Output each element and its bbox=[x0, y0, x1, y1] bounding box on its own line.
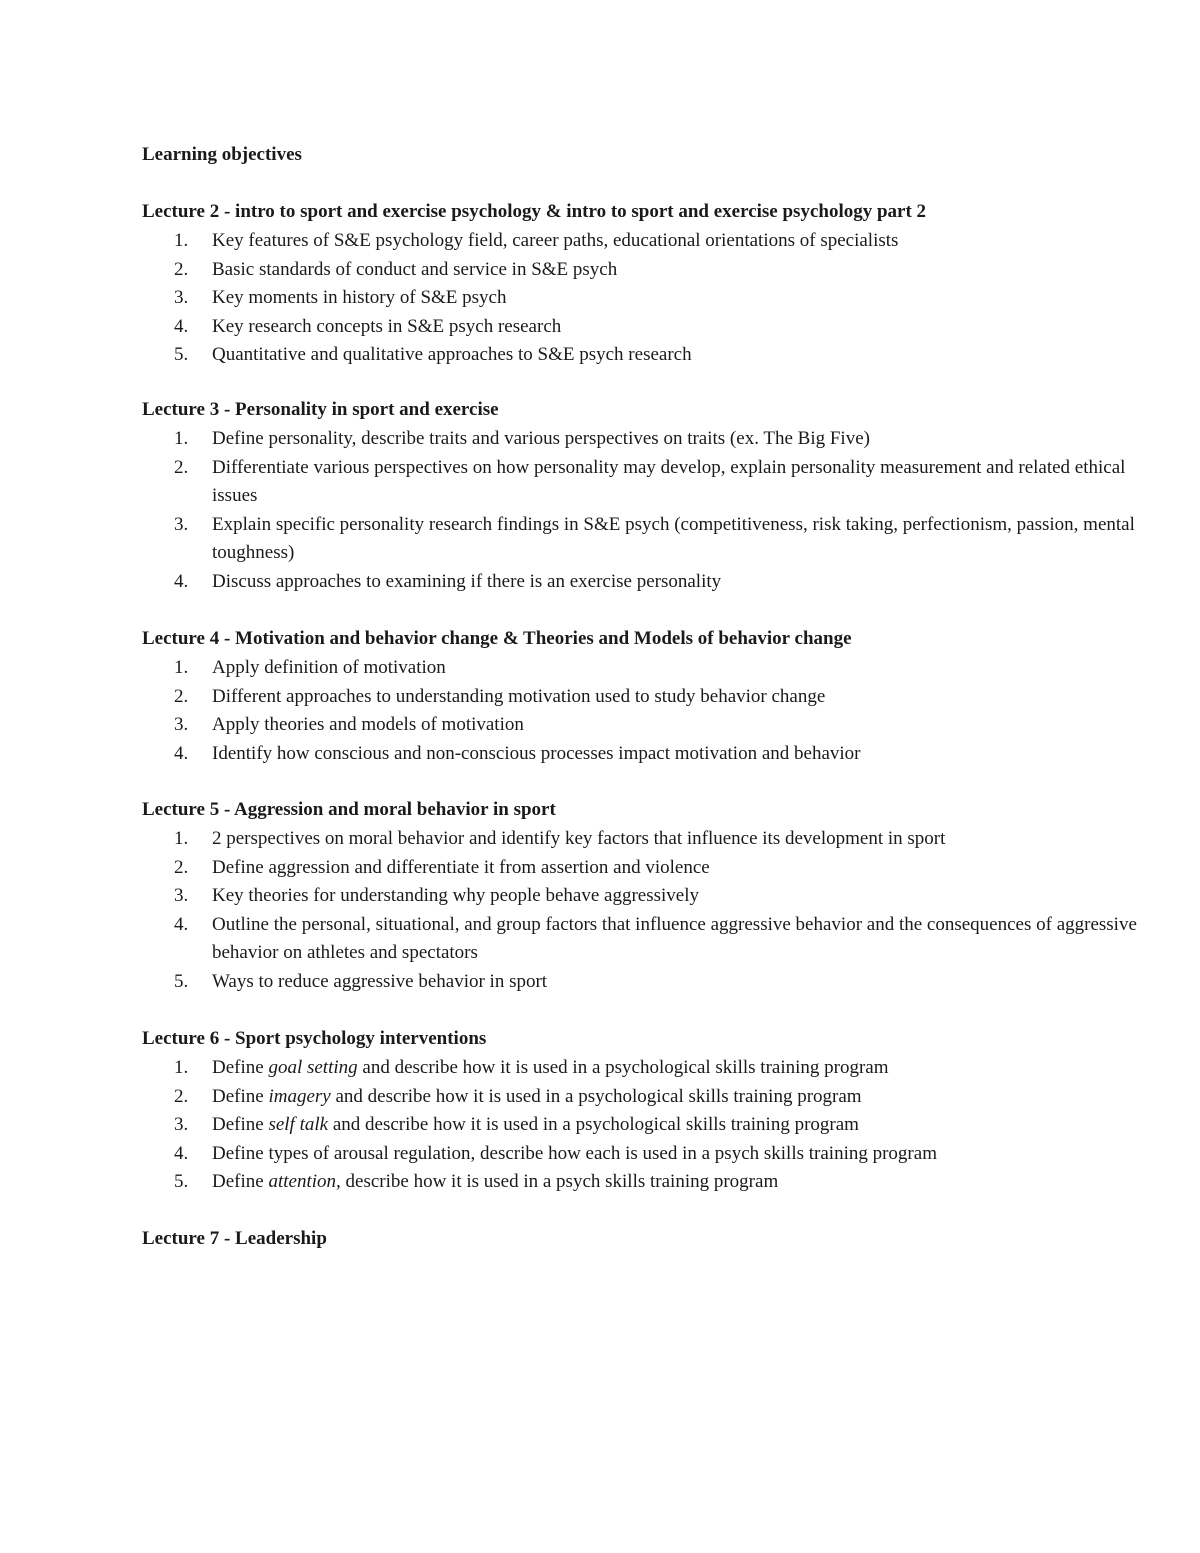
item-number: 1. bbox=[174, 428, 189, 449]
item-text: Key moments in history of S&E psych bbox=[212, 287, 507, 309]
list-item bbox=[142, 454, 1142, 511]
list-item bbox=[142, 683, 1142, 712]
item-text: Key theories for understanding why people behave aggressively bbox=[212, 885, 699, 907]
item-text: Different approaches to understanding motivation used to study behavior change bbox=[212, 685, 826, 707]
item-text-lead: Define bbox=[212, 1057, 269, 1078]
item-text-lead: Define bbox=[212, 1114, 269, 1136]
item-text-lead: Define bbox=[212, 1171, 269, 1193]
item-text bbox=[212, 1171, 778, 1192]
item-number: 4. bbox=[174, 570, 189, 592]
item-text: Quantitative and qualitative approaches to S&E psych research bbox=[212, 344, 692, 366]
item-term-emphasis: self talk bbox=[268, 1114, 329, 1136]
item-text-lead: Define bbox=[212, 1085, 269, 1107]
item-text: Define aggression and differentiate it from assertion and violence bbox=[212, 856, 710, 878]
lecture-2-section bbox=[142, 199, 1142, 370]
item-text: Apply theories and models of motivation bbox=[212, 714, 524, 736]
item-text-lead: Define types of arousal regulation, describe how each is used in a psych skills training program bbox=[212, 1142, 937, 1164]
item-text-rest: and describe how it is used in a psychological skills training program bbox=[330, 1085, 862, 1107]
lecture-7-section bbox=[142, 1226, 1142, 1254]
list-item bbox=[142, 341, 1142, 370]
lecture-topic: Personality in sport and exercise bbox=[235, 399, 499, 420]
list-item bbox=[142, 1111, 1142, 1140]
objectives-list bbox=[142, 654, 1142, 768]
section-heading bbox=[142, 199, 1142, 227]
item-text bbox=[212, 1057, 889, 1078]
item-number: 4. bbox=[174, 1142, 189, 1164]
item-text: 2 perspectives on moral behavior and identify key factors that influence its development in sport bbox=[212, 828, 946, 849]
item-term-emphasis: goal setting bbox=[268, 1057, 358, 1078]
item-number: 2. bbox=[174, 1085, 189, 1107]
list-item bbox=[142, 654, 1142, 683]
lecture-label: Lecture 2 bbox=[142, 201, 220, 222]
list-item bbox=[142, 1140, 1142, 1169]
item-text: Define personality, describe traits and various perspectives on traits (ex. The Big Five) bbox=[212, 428, 870, 449]
item-number: 2. bbox=[174, 258, 189, 280]
list-item bbox=[142, 854, 1142, 883]
heading-separator: - bbox=[219, 1228, 236, 1249]
item-text-rest: and describe how it is used in a psychological skills training program bbox=[357, 1057, 889, 1078]
list-item bbox=[142, 882, 1142, 911]
list-item bbox=[142, 568, 1142, 597]
item-number: 4. bbox=[174, 913, 189, 935]
item-text: Key features of S&E psychology field, career paths, educational orientations of specialists bbox=[212, 230, 899, 251]
lecture-topic: Aggression and moral behavior in sport bbox=[234, 799, 556, 820]
item-text-rest: describe how it is used in a psych skills training program bbox=[340, 1171, 779, 1193]
list-item bbox=[142, 968, 1142, 997]
list-item bbox=[142, 425, 1142, 454]
lecture-label: Lecture 6 bbox=[142, 1028, 220, 1049]
item-number: 1. bbox=[174, 657, 189, 678]
item-number: 2. bbox=[174, 685, 189, 707]
lecture-label: Lecture 4 bbox=[142, 628, 220, 649]
list-item bbox=[142, 740, 1142, 769]
item-text: Ways to reduce aggressive behavior in sport bbox=[212, 970, 548, 992]
item-text: Outline the personal, situational, and group factors that influence aggressive behavior and the consequences of aggressive behavior on athletes and spectators bbox=[212, 913, 1137, 964]
list-item bbox=[142, 911, 1142, 968]
lecture-topic: intro to sport and exercise psychology & intro to sport and exercise psychology part 2 bbox=[235, 201, 927, 222]
item-text: Differentiate various perspectives on how personality may develop, explain personality measurement and related ethical issues bbox=[212, 456, 1126, 507]
heading-separator: - bbox=[219, 628, 236, 649]
lecture-4-section bbox=[142, 626, 1142, 768]
list-item bbox=[142, 284, 1142, 313]
item-text: Identify how conscious and non-conscious processes impact motivation and behavior bbox=[212, 742, 861, 764]
item-number: 2. bbox=[174, 456, 189, 478]
lecture-3-section bbox=[142, 397, 1142, 597]
heading-separator: - bbox=[219, 1028, 236, 1049]
item-number: 2. bbox=[174, 856, 189, 878]
lecture-label: Lecture 7 bbox=[142, 1228, 220, 1249]
item-number: 4. bbox=[174, 742, 189, 764]
item-term-emphasis: attention, bbox=[268, 1171, 341, 1193]
item-number: 3. bbox=[174, 714, 189, 736]
section-heading bbox=[142, 1026, 1142, 1054]
item-text bbox=[212, 1086, 862, 1107]
lecture-topic: Leadership bbox=[235, 1228, 327, 1249]
list-item bbox=[142, 511, 1142, 568]
section-heading bbox=[142, 626, 1142, 654]
item-text bbox=[212, 1143, 937, 1164]
item-number: 5. bbox=[174, 970, 189, 992]
list-item bbox=[142, 825, 1142, 854]
lecture-label: Lecture 3 bbox=[142, 399, 220, 420]
item-text: Apply definition of motivation bbox=[212, 657, 446, 678]
item-term-emphasis: imagery bbox=[268, 1085, 331, 1107]
item-number: 3. bbox=[174, 885, 189, 907]
section-heading bbox=[142, 1226, 1142, 1254]
list-item bbox=[142, 1168, 1142, 1197]
item-text-rest: and describe how it is used in a psychological skills training program bbox=[328, 1114, 859, 1136]
item-number: 1. bbox=[174, 1057, 189, 1078]
lecture-5-section bbox=[142, 797, 1142, 997]
item-text: Key research concepts in S&E psych research bbox=[212, 315, 562, 337]
lecture-label: Lecture 5 bbox=[142, 799, 220, 820]
item-number: 3. bbox=[174, 287, 189, 309]
lecture-6-section bbox=[142, 1026, 1142, 1197]
heading-separator: - bbox=[219, 799, 234, 820]
item-number: 4. bbox=[174, 315, 189, 337]
item-text: Basic standards of conduct and service in S&E psych bbox=[212, 258, 618, 280]
list-item bbox=[142, 227, 1142, 256]
heading-separator: - bbox=[219, 399, 236, 420]
document-title: Learning objectives bbox=[142, 144, 302, 165]
list-item bbox=[142, 313, 1142, 342]
item-text bbox=[212, 1114, 859, 1135]
objectives-list bbox=[142, 1054, 1142, 1197]
list-item bbox=[142, 1083, 1142, 1112]
section-heading bbox=[142, 397, 1142, 425]
lecture-topic: Sport psychology interventions bbox=[235, 1028, 487, 1049]
item-number: 5. bbox=[174, 1171, 189, 1193]
heading-separator: - bbox=[219, 201, 236, 222]
item-text: Discuss approaches to examining if there is an exercise personality bbox=[212, 570, 722, 592]
list-item bbox=[142, 711, 1142, 740]
item-number: 1. bbox=[174, 230, 189, 251]
item-number: 3. bbox=[174, 1114, 189, 1136]
item-text: Explain specific personality research findings in S&E psych (competitiveness, risk taking, perfectionism, passion, mental toughness) bbox=[212, 513, 1135, 564]
item-number: 3. bbox=[174, 513, 189, 535]
list-item bbox=[142, 256, 1142, 285]
objectives-list bbox=[142, 425, 1142, 597]
section-heading bbox=[142, 797, 1142, 825]
objectives-list bbox=[142, 227, 1142, 370]
list-item bbox=[142, 1054, 1142, 1083]
item-number: 1. bbox=[174, 828, 189, 849]
lecture-topic: Motivation and behavior change & Theories and Models of behavior change bbox=[235, 628, 852, 649]
objectives-list bbox=[142, 825, 1142, 997]
item-number: 5. bbox=[174, 344, 189, 366]
